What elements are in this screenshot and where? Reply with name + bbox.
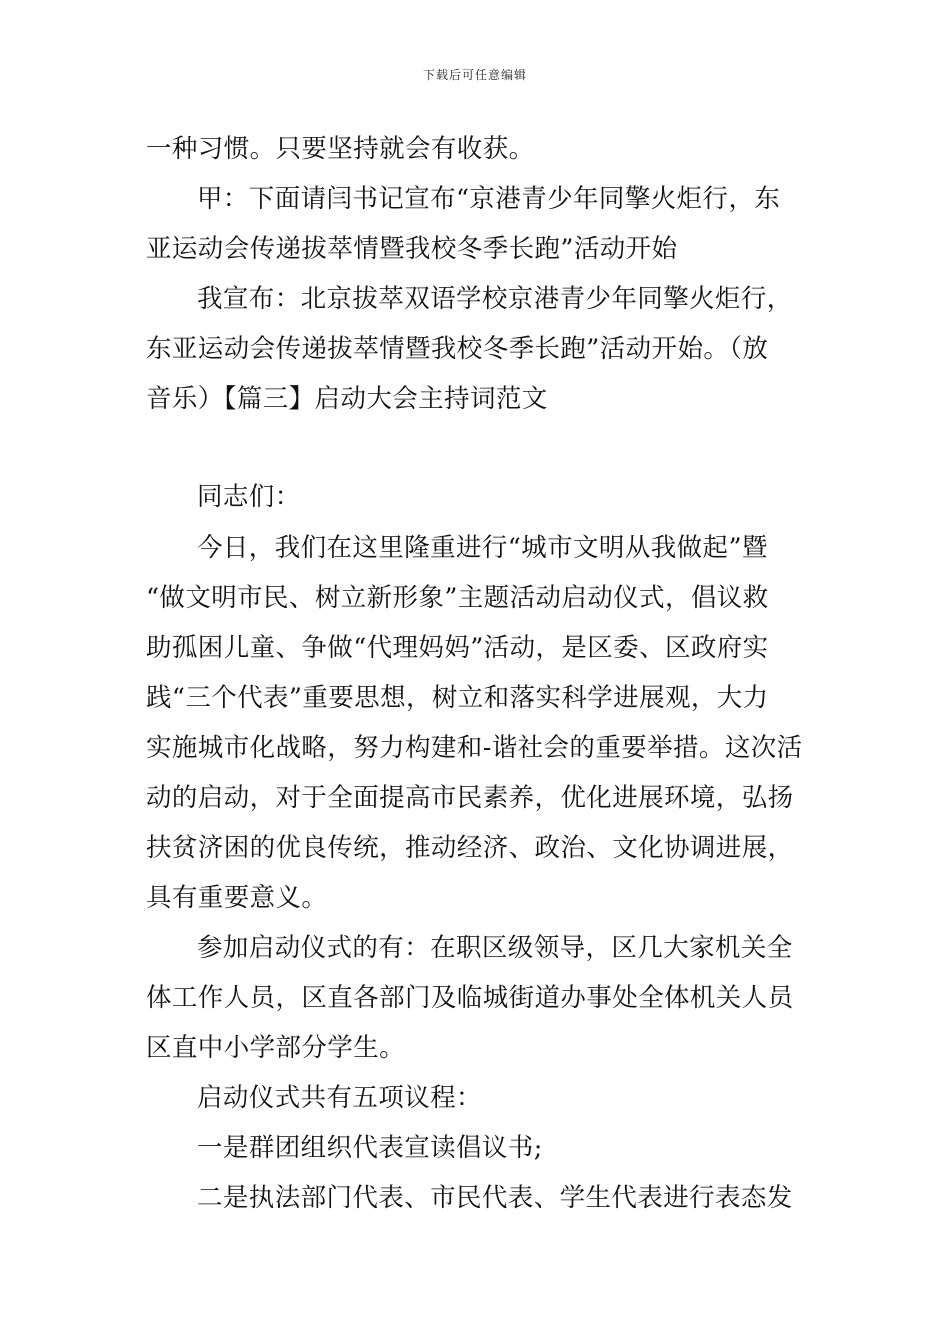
text-line: 音乐）【篇三】启动大会主持词范文 [146, 384, 548, 414]
text-line: 二是执法部门代表、市民代表、学生代表进行表态发 [197, 1183, 793, 1213]
text-line: 今日，我们在这里隆重进行“城市文明从我做起”暨 [197, 533, 768, 563]
text-line: 我宣布：北京拔萃双语学校京港青少年同擎火炬行， [197, 284, 793, 314]
text-line: 动的启动，对于全面提高市民素养，优化进展环境，弘扬 [146, 783, 794, 813]
text-line: 东亚运动会传递拔萃情暨我校冬季长跑”活动开始。（放 [146, 334, 769, 364]
text-line: 践“三个代表”重要思想，树立和落实科学进展观，大力 [146, 683, 769, 713]
page-header-note: 下载后可任意编辑 [422, 68, 527, 82]
text-line: 实施城市化战略，努力构建和-谐社会的重要举措。这次活 [146, 733, 803, 763]
text-line: 助孤困儿童、争做“代理妈妈”活动，是区委、区政府实 [146, 633, 769, 663]
text-line: “做文明市民、树立新形象”主题活动启动仪式，倡议救 [146, 583, 769, 613]
text-line: 一种习惯。只要坚持就会有收获。 [146, 134, 535, 164]
text-line: 同志们： [197, 482, 301, 512]
text-line: 启动仪式共有五项议程： [197, 1083, 482, 1113]
text-line: 扶贫济困的优良传统，推动经济、政治、文化协调进展， [146, 833, 794, 863]
text-line: 一是群团组织代表宣读倡议书; [197, 1133, 543, 1163]
text-line: 具有重要意义。 [146, 883, 328, 913]
text-line: 区直中小学部分学生。 [146, 1033, 406, 1063]
text-line: 参加启动仪式的有：在职区级领导，区几大家机关全 [197, 933, 793, 963]
text-line: 体工作人员，区直各部门及临城街道办事处全体机关人员 [146, 983, 794, 1013]
text-line: 甲：下面请闫书记宣布“京港青少年同擎火炬行，东 [197, 184, 781, 214]
text-line: 亚运动会传递拔萃情暨我校冬季长跑”活动开始 [146, 234, 678, 264]
